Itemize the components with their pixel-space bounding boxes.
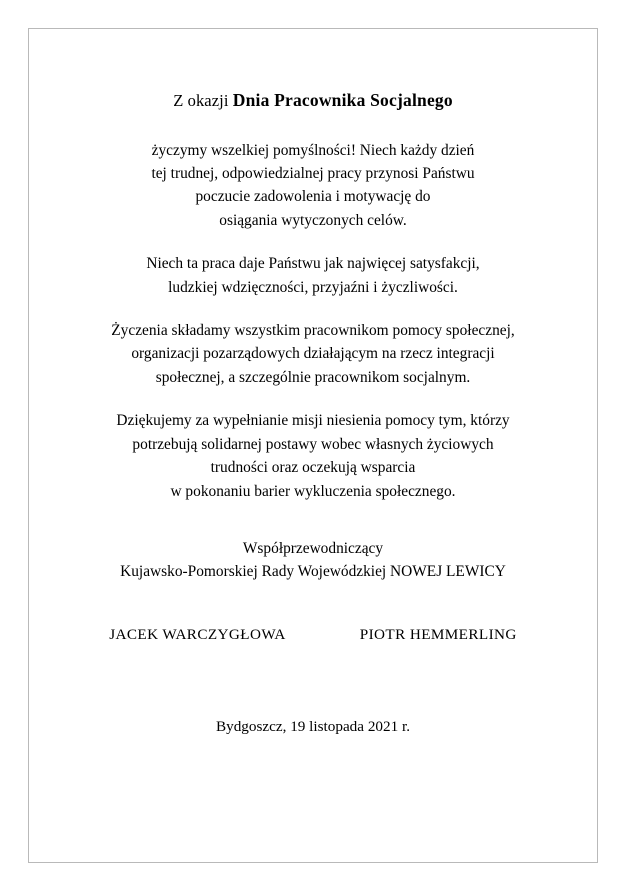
signature-block — [69, 537, 557, 584]
paragraph-line: poczucie zadowolenia i motywację do — [195, 188, 431, 206]
signature-role: Współprzewodniczący — [242, 539, 384, 557]
paragraph-line: Dziękujemy za wypełnianie misji niesienia pomocy tym, którzy — [116, 412, 510, 430]
paragraph-satisfaction — [69, 252, 557, 299]
paragraph-wishes — [69, 139, 557, 233]
paragraph-thanks — [69, 409, 557, 503]
paragraph-line: Niech ta praca daje Państwu jak najwięcej satysfakcji, — [146, 255, 480, 273]
document-sheet — [28, 28, 598, 863]
paragraph-line: Życzenia składamy wszystkim pracownikom pomocy społecznej, — [111, 322, 515, 340]
paragraph-line: osiągania wytyczonych celów. — [219, 211, 407, 229]
signatory-name-right: PIOTR HEMMERLING — [359, 625, 517, 643]
signatory-name-left: JACEK WARCZYGŁOWA — [109, 625, 286, 643]
paragraph-line: trudności oraz oczekują wsparcia — [210, 459, 416, 477]
paragraph-recipients — [69, 319, 557, 389]
place-and-date: Bydgoszcz, 19 listopada 2021 r. — [215, 717, 411, 735]
signature-spacer — [69, 503, 557, 537]
headline-occasion: Dnia Pracownika Socjalnego — [232, 90, 453, 110]
headline-prefix: Z okazji — [173, 91, 229, 110]
document-headline — [69, 89, 557, 113]
paragraph-line: organizacji pozarządowych działającym na rzecz integracji — [131, 345, 495, 363]
document-content — [29, 29, 597, 736]
paragraph-line: w pokonaniu barier wykluczenia społecznego. — [170, 482, 456, 500]
paragraph-line: tej trudnej, odpowiedzialnej pracy przynosi Państwu — [151, 165, 475, 183]
paragraph-line: potrzebują solidarnej postawy wobec własnych życiowych — [132, 435, 494, 453]
paragraph-line: życzymy wszelkiej pomyślności! Niech każdy dzień — [151, 141, 475, 159]
paragraph-line: ludzkiej wdzięczności, przyjaźni i życzliwości. — [168, 278, 458, 296]
signature-organization: Kujawsko-Pomorskiej Rady Wojewódzkiej NOWEJ LEWICY — [120, 563, 506, 581]
signatories-row — [69, 626, 557, 644]
paragraph-line: społecznej, a szczególnie pracownikom socjalnym. — [155, 368, 471, 386]
